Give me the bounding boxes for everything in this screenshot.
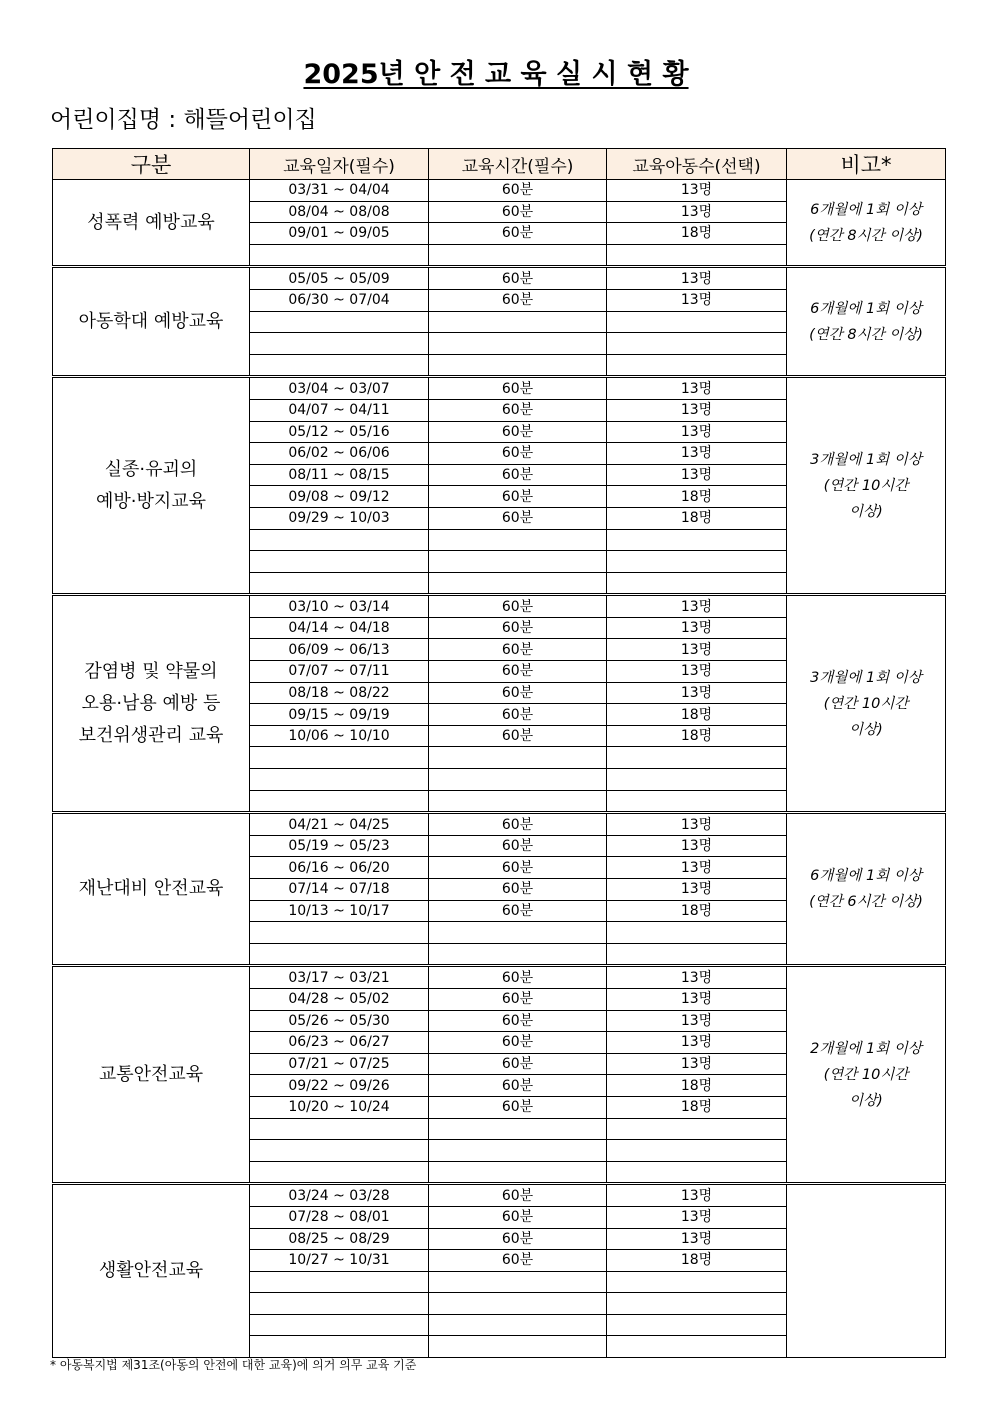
duration-cell: 60분 [429, 289, 607, 311]
duration-cell: 60분 [429, 661, 607, 683]
category-line: 오용·남용 예방 등 [81, 692, 221, 714]
children-cell [607, 572, 787, 594]
duration-cell [429, 1314, 607, 1336]
remarks-line: (연간 10시간 [823, 1066, 909, 1083]
duration-cell: 60분 [429, 1228, 607, 1250]
date-cell: 06/02 ~ 06/06 [250, 443, 429, 465]
duration-cell [429, 1140, 607, 1162]
children-cell [607, 551, 787, 573]
duration-cell: 60분 [429, 967, 607, 989]
date-cell [250, 244, 429, 266]
children-cell: 13명 [607, 857, 787, 879]
duration-cell [429, 1118, 607, 1140]
children-cell [607, 1336, 787, 1358]
children-cell [607, 790, 787, 812]
category-line: 생활안전교육 [98, 1260, 204, 1282]
duration-cell: 60분 [429, 617, 607, 639]
children-cell: 13명 [607, 1206, 787, 1228]
children-cell [607, 1118, 787, 1140]
duration-cell: 60분 [429, 725, 607, 747]
children-cell [607, 1140, 787, 1162]
children-cell [607, 333, 787, 355]
children-cell: 13명 [607, 268, 787, 290]
children-cell [607, 1161, 787, 1183]
date-cell [250, 1271, 429, 1293]
category-cell [53, 268, 250, 376]
date-cell [250, 790, 429, 812]
table-row [53, 1185, 946, 1207]
children-cell [607, 311, 787, 333]
remarks-line: 6개월에 1회 이상 [810, 300, 922, 317]
date-cell: 07/07 ~ 07/11 [250, 661, 429, 683]
remarks-cell [787, 180, 946, 266]
duration-cell: 60분 [429, 399, 607, 421]
date-cell: 03/10 ~ 03/14 [250, 596, 429, 618]
duration-cell [429, 922, 607, 944]
children-cell: 18명 [607, 900, 787, 922]
date-cell: 06/16 ~ 06/20 [250, 857, 429, 879]
date-cell [250, 943, 429, 965]
children-cell: 18명 [607, 1075, 787, 1097]
date-cell [250, 1293, 429, 1315]
date-cell [250, 1336, 429, 1358]
duration-cell [429, 529, 607, 551]
date-cell [250, 311, 429, 333]
duration-cell: 60분 [429, 1010, 607, 1032]
date-cell [250, 769, 429, 791]
children-cell: 18명 [607, 704, 787, 726]
duration-cell: 60분 [429, 1185, 607, 1207]
date-cell: 03/24 ~ 03/28 [250, 1185, 429, 1207]
children-cell [607, 747, 787, 769]
children-cell: 13명 [607, 988, 787, 1010]
duration-cell [429, 769, 607, 791]
date-cell: 06/23 ~ 06/27 [250, 1032, 429, 1054]
header-date: 교육일자(필수) [250, 149, 429, 180]
duration-cell: 60분 [429, 1032, 607, 1054]
duration-cell [429, 943, 607, 965]
table-row [53, 814, 946, 836]
duration-cell: 60분 [429, 835, 607, 857]
date-cell: 03/17 ~ 03/21 [250, 967, 429, 989]
date-cell: 05/19 ~ 05/23 [250, 835, 429, 857]
duration-cell: 60분 [429, 378, 607, 400]
page-title: 2025년 안 전 교 육 실 시 현 황 [303, 59, 689, 90]
duration-cell: 60분 [429, 900, 607, 922]
children-cell: 13명 [607, 201, 787, 223]
duration-cell [429, 311, 607, 333]
date-cell: 10/13 ~ 10/17 [250, 900, 429, 922]
children-cell: 13명 [607, 378, 787, 400]
duration-cell: 60분 [429, 988, 607, 1010]
duration-cell: 60분 [429, 486, 607, 508]
remarks-cell [787, 814, 946, 965]
children-cell: 13명 [607, 682, 787, 704]
duration-cell: 60분 [429, 201, 607, 223]
remarks-line: (연간 10시간 [823, 477, 909, 494]
duration-cell [429, 551, 607, 573]
children-cell: 13명 [607, 1228, 787, 1250]
date-cell [250, 529, 429, 551]
date-cell: 05/26 ~ 05/30 [250, 1010, 429, 1032]
date-cell [250, 922, 429, 944]
table-row [53, 596, 946, 618]
date-cell: 08/11 ~ 08/15 [250, 464, 429, 486]
children-cell: 13명 [607, 617, 787, 639]
date-cell: 04/14 ~ 04/18 [250, 617, 429, 639]
date-cell [250, 354, 429, 376]
remarks-line: (연간 8시간 이상) [809, 227, 923, 244]
category-line: 감염병 및 약물의 [84, 660, 218, 682]
children-cell: 13명 [607, 443, 787, 465]
children-cell: 13명 [607, 1032, 787, 1054]
date-cell: 07/14 ~ 07/18 [250, 879, 429, 901]
duration-cell [429, 1293, 607, 1315]
duration-cell [429, 1271, 607, 1293]
remarks-cell [787, 378, 946, 594]
date-cell: 08/18 ~ 08/22 [250, 682, 429, 704]
date-cell [250, 551, 429, 573]
date-cell: 03/31 ~ 04/04 [250, 180, 429, 202]
children-cell [607, 922, 787, 944]
category-line: 보건위생관리 교육 [78, 724, 224, 746]
children-cell [607, 1271, 787, 1293]
children-cell: 13명 [607, 596, 787, 618]
children-cell: 18명 [607, 725, 787, 747]
date-cell: 08/25 ~ 08/29 [250, 1228, 429, 1250]
date-cell: 09/29 ~ 10/03 [250, 507, 429, 529]
children-cell: 13명 [607, 835, 787, 857]
remarks-cell [787, 1185, 946, 1358]
date-cell: 09/22 ~ 09/26 [250, 1075, 429, 1097]
children-cell: 13명 [607, 879, 787, 901]
duration-cell: 60분 [429, 596, 607, 618]
date-cell [250, 572, 429, 594]
remarks-line: (연간 8시간 이상) [809, 326, 923, 343]
children-cell: 18명 [607, 1250, 787, 1272]
date-cell: 09/15 ~ 09/19 [250, 704, 429, 726]
header-category: 구분 [53, 149, 250, 180]
children-cell [607, 1314, 787, 1336]
date-cell: 08/04 ~ 08/08 [250, 201, 429, 223]
duration-cell: 60분 [429, 507, 607, 529]
category-cell [53, 180, 250, 266]
duration-cell: 60분 [429, 1206, 607, 1228]
remarks-line: 이상) [849, 1092, 883, 1109]
date-cell: 06/30 ~ 07/04 [250, 289, 429, 311]
remarks-line: 이상) [849, 721, 883, 738]
date-cell [250, 1314, 429, 1336]
remarks-line: 6개월에 1회 이상 [810, 868, 922, 885]
children-cell: 13명 [607, 814, 787, 836]
children-cell: 13명 [607, 1185, 787, 1207]
date-cell: 10/20 ~ 10/24 [250, 1096, 429, 1118]
duration-cell: 60분 [429, 639, 607, 661]
date-cell: 09/01 ~ 09/05 [250, 223, 429, 245]
date-cell: 09/08 ~ 09/12 [250, 486, 429, 508]
remarks-line: 2개월에 1회 이상 [810, 1040, 922, 1057]
duration-cell: 60분 [429, 1096, 607, 1118]
children-cell: 18명 [607, 1096, 787, 1118]
children-cell: 13명 [607, 967, 787, 989]
category-line: 예방·방지교육 [95, 490, 207, 512]
duration-cell: 60분 [429, 223, 607, 245]
date-cell [250, 1140, 429, 1162]
duration-cell [429, 790, 607, 812]
table-row [53, 378, 946, 400]
category-line: 교통안전교육 [98, 1063, 204, 1085]
table-row [53, 967, 946, 989]
date-cell [250, 747, 429, 769]
category-cell [53, 378, 250, 594]
table-row [53, 180, 946, 202]
children-cell: 13명 [607, 1053, 787, 1075]
children-cell: 13명 [607, 399, 787, 421]
date-cell: 04/07 ~ 04/11 [250, 399, 429, 421]
header-duration: 교육시간(필수) [429, 149, 607, 180]
remarks-line: 이상) [849, 503, 883, 520]
children-cell: 18명 [607, 223, 787, 245]
category-cell [53, 814, 250, 965]
children-cell: 13명 [607, 421, 787, 443]
table-row [53, 268, 946, 290]
duration-cell [429, 572, 607, 594]
duration-cell [429, 1336, 607, 1358]
duration-cell [429, 1161, 607, 1183]
children-cell: 18명 [607, 507, 787, 529]
remarks-cell [787, 268, 946, 376]
duration-cell: 60분 [429, 1075, 607, 1097]
children-cell: 13명 [607, 661, 787, 683]
date-cell: 07/28 ~ 08/01 [250, 1206, 429, 1228]
table-header-row [53, 149, 946, 180]
children-cell: 13명 [607, 289, 787, 311]
duration-cell [429, 354, 607, 376]
duration-cell: 60분 [429, 682, 607, 704]
duration-cell: 60분 [429, 814, 607, 836]
remarks-line: 3개월에 1회 이상 [810, 451, 922, 468]
children-cell: 13명 [607, 639, 787, 661]
duration-cell [429, 244, 607, 266]
duration-cell: 60분 [429, 1053, 607, 1075]
duration-cell [429, 747, 607, 769]
daycare-name: 어린이집명 : 해뜰어린이집 [50, 107, 317, 133]
duration-cell: 60분 [429, 443, 607, 465]
duration-cell: 60분 [429, 704, 607, 726]
duration-cell: 60분 [429, 180, 607, 202]
category-line: 아동학대 예방교육 [78, 310, 224, 332]
footnote: * 아동복지법 제31조(아동의 안전에 대한 교육)에 의거 의무 교육 기준 [50, 1358, 417, 1372]
date-cell: 06/09 ~ 06/13 [250, 639, 429, 661]
remarks-line: (연간 6시간 이상) [809, 894, 923, 911]
children-cell [607, 529, 787, 551]
duration-cell: 60분 [429, 421, 607, 443]
duration-cell: 60분 [429, 857, 607, 879]
duration-cell [429, 333, 607, 355]
category-cell [53, 967, 250, 1183]
children-cell [607, 354, 787, 376]
date-cell [250, 1118, 429, 1140]
date-cell: 10/06 ~ 10/10 [250, 725, 429, 747]
remarks-line: 6개월에 1회 이상 [810, 201, 922, 218]
children-cell [607, 244, 787, 266]
children-cell [607, 943, 787, 965]
safety-education-table [52, 148, 946, 1358]
date-cell [250, 333, 429, 355]
children-cell [607, 1293, 787, 1315]
remarks-cell [787, 967, 946, 1183]
remarks-line: (연간 10시간 [823, 695, 909, 712]
date-cell: 03/04 ~ 03/07 [250, 378, 429, 400]
header-children: 교육아동수(선택) [607, 149, 787, 180]
remarks-line: 3개월에 1회 이상 [810, 669, 922, 686]
date-cell: 05/05 ~ 05/09 [250, 268, 429, 290]
children-cell: 18명 [607, 486, 787, 508]
date-cell [250, 1161, 429, 1183]
children-cell: 13명 [607, 464, 787, 486]
duration-cell: 60분 [429, 268, 607, 290]
duration-cell: 60분 [429, 879, 607, 901]
remarks-cell [787, 596, 946, 812]
category-line: 재난대비 안전교육 [78, 878, 224, 900]
duration-cell: 60분 [429, 464, 607, 486]
category-line: 실종·유괴의 [104, 458, 198, 480]
date-cell: 07/21 ~ 07/25 [250, 1053, 429, 1075]
category-cell [53, 1185, 250, 1358]
date-cell: 10/27 ~ 10/31 [250, 1250, 429, 1272]
children-cell: 13명 [607, 180, 787, 202]
header-remarks: 비고* [787, 149, 946, 180]
children-cell: 13명 [607, 1010, 787, 1032]
children-cell [607, 769, 787, 791]
date-cell: 04/28 ~ 05/02 [250, 988, 429, 1010]
date-cell: 05/12 ~ 05/16 [250, 421, 429, 443]
category-cell [53, 596, 250, 812]
date-cell: 04/21 ~ 04/25 [250, 814, 429, 836]
duration-cell: 60분 [429, 1250, 607, 1272]
category-line: 성폭력 예방교육 [87, 211, 215, 233]
